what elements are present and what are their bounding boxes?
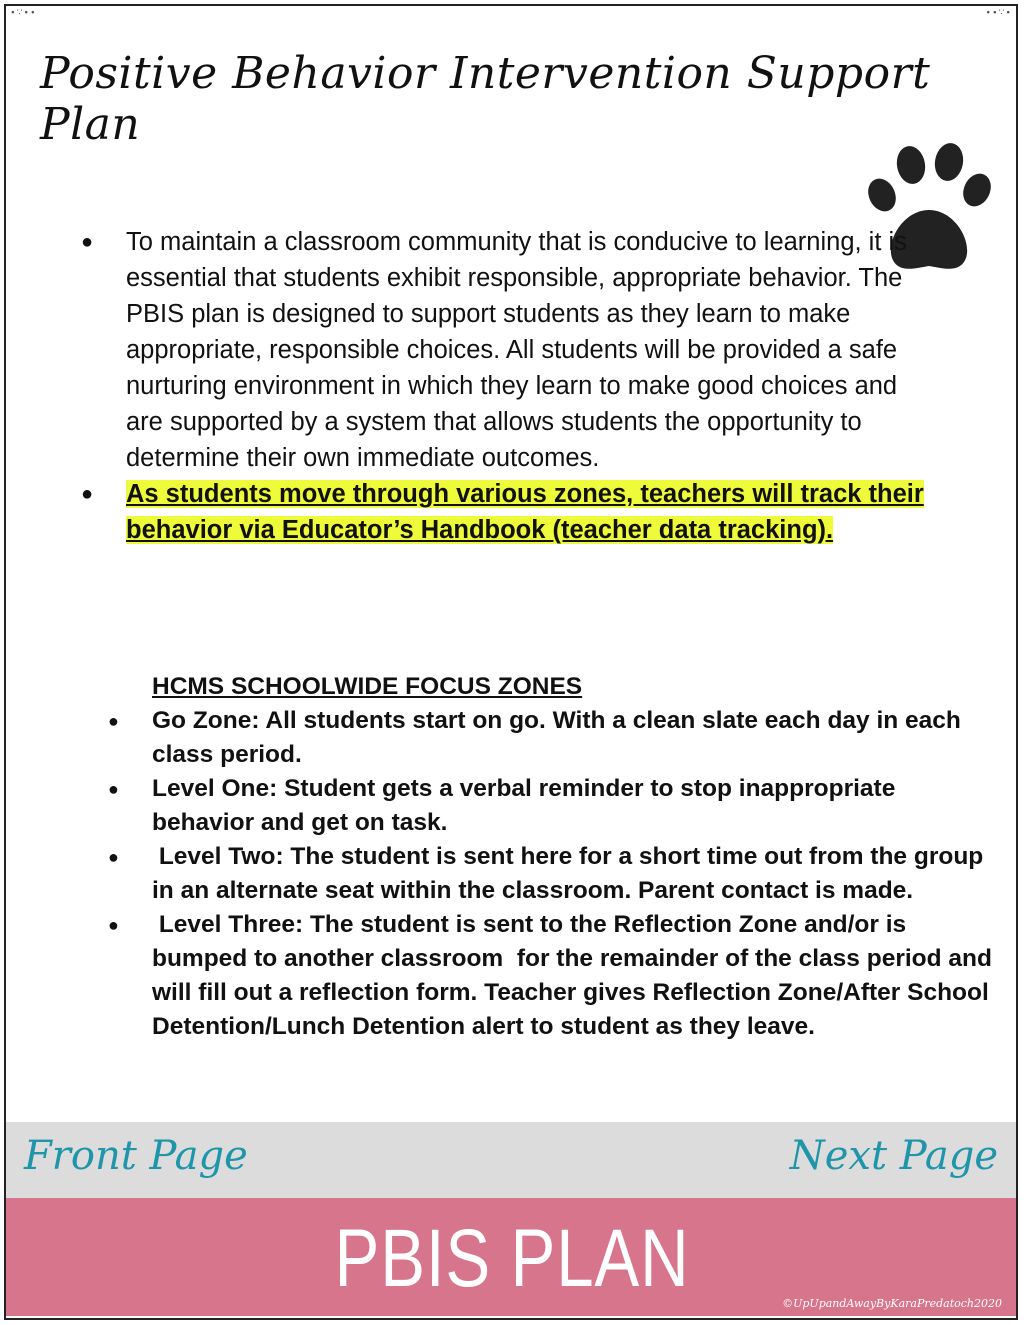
front-page-link[interactable]: Front Page: [24, 1133, 248, 1179]
list-item: [100, 840, 995, 908]
bullet-icon: ●: [108, 779, 119, 799]
bullet-icon: ●: [108, 915, 119, 935]
list-item: [75, 476, 935, 548]
intro-bullet-list: [75, 224, 935, 548]
list-item: [100, 772, 995, 840]
focus-zones-section: [100, 670, 999, 1044]
zones-list: [100, 704, 999, 1044]
list-item: [75, 224, 935, 476]
bullet-icon: ●: [81, 231, 94, 253]
footer-title: PBIS PLAN: [334, 1213, 690, 1304]
zone-level-two: Level Two: The student is sent here for a short time out from the group in an alternate seat within the classroom. Parent contact is made.: [152, 843, 991, 904]
copyright-credit: ©UpUpandAwayByKaraPredatoch2020: [782, 1297, 1002, 1310]
bullet-icon: ●: [108, 847, 119, 867]
list-item: [100, 908, 999, 1044]
page-title: Positive Behavior Intervention Support Plan: [40, 48, 931, 150]
list-item: [100, 704, 995, 772]
bullet-icon: ●: [81, 483, 94, 505]
corner-ornament-icon: ∙∵∙∙: [10, 8, 37, 18]
zones-heading: HCMS SCHOOLWIDE FOCUS ZONES: [152, 673, 583, 700]
zone-level-three: Level Three: The student is sent to the Reflection Zone and/or is bumped to another classroom for the remainder of the class period and will fill out a reflection form. Teacher gives Reflection Zone/After School Detention/Lunch Detention alert to student as they leave.: [152, 911, 999, 1040]
zone-level-one: Level One: Student gets a verbal reminder to stop inappropriate behavior and get on task.: [152, 775, 896, 836]
corner-ornament-icon: ∙∙∵∙: [985, 8, 1012, 18]
intro-paragraph: To maintain a classroom community that is conducive to learning, it is essential that students exhibit responsible, appropriate behavior. The PBIS plan is designed to support students as they learn to make appropriate, responsible choices. All students will be provided a safe nurturing environment in which they learn to make good choices and are supported by a system that allows students the opportunity to determine their own immediate outcomes.: [126, 228, 907, 472]
bullet-icon: ●: [108, 711, 119, 731]
next-page-link[interactable]: Next Page: [789, 1133, 998, 1179]
highlighted-note: As students move through various zones, teachers will track their behavior via Educator’s Handbook (teacher data tracking).: [126, 480, 924, 544]
zone-go: Go Zone: All students start on go. With a clean slate each day in each class period.: [152, 707, 961, 768]
